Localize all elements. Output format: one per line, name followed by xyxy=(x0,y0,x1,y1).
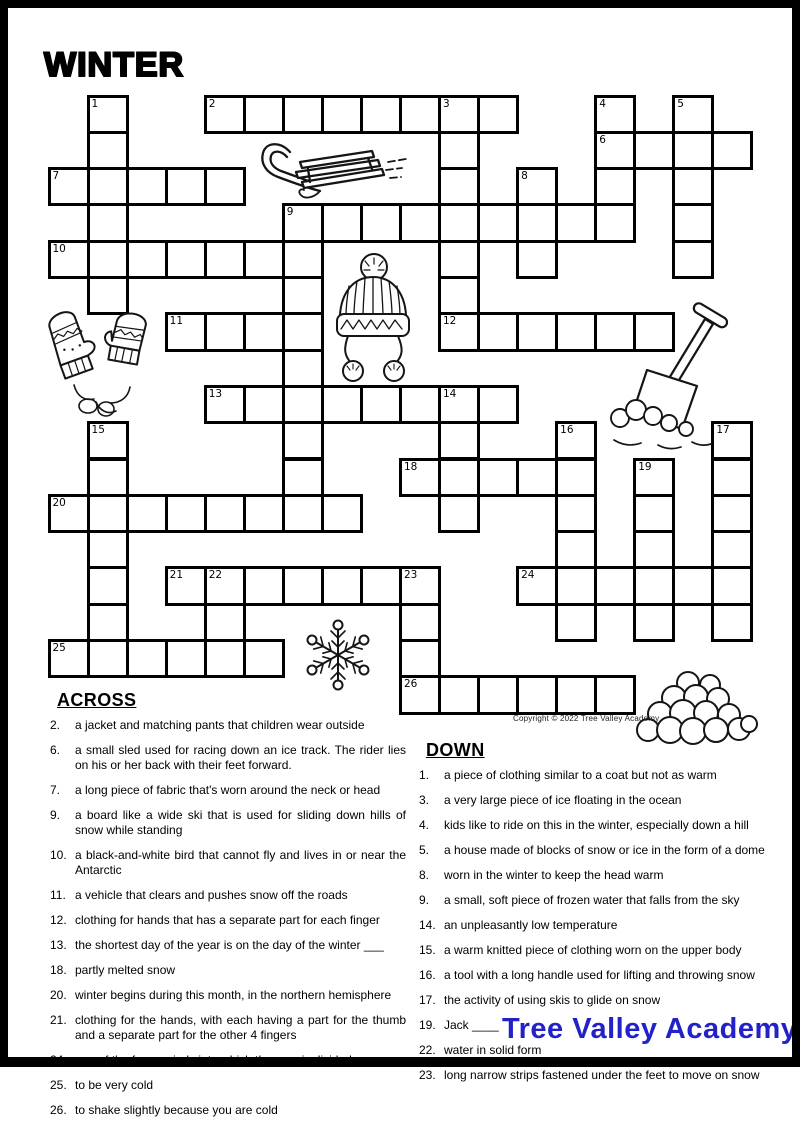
grid-cell[interactable] xyxy=(672,203,714,242)
grid-cell[interactable] xyxy=(477,95,519,134)
cell-number: 8 xyxy=(521,170,528,183)
clue-number: 19. xyxy=(419,1018,436,1032)
grid-cell[interactable] xyxy=(282,349,324,388)
grid-cell[interactable] xyxy=(165,167,207,206)
grid-cell[interactable] xyxy=(321,385,363,424)
cell-number: 6 xyxy=(599,133,606,146)
across-clue xyxy=(50,783,406,798)
grid-cell[interactable] xyxy=(165,566,207,605)
grid-cell[interactable] xyxy=(282,312,324,351)
grid-cell[interactable] xyxy=(438,494,480,533)
grid-cell[interactable] xyxy=(438,131,480,170)
clue-number: 21. xyxy=(50,1013,67,1027)
clue-text: an unpleasantly low temperature xyxy=(444,918,618,932)
page-title: WINTER xyxy=(44,46,185,84)
clue-text: Jack ____ xyxy=(444,1018,499,1032)
grid-cell[interactable] xyxy=(516,458,558,497)
cell-number: 20 xyxy=(52,496,66,509)
clue-number: 24. xyxy=(50,1053,67,1067)
grid-cell[interactable] xyxy=(87,95,129,134)
down-clue xyxy=(419,843,775,858)
grid-cell[interactable] xyxy=(282,421,324,460)
grid-cell[interactable] xyxy=(633,530,675,569)
grid-cell[interactable] xyxy=(126,240,168,279)
across-heading: ACROSS xyxy=(57,690,137,710)
grid-cell[interactable] xyxy=(360,566,402,605)
cell-number: 9 xyxy=(286,206,294,219)
grid-cell[interactable] xyxy=(282,385,324,424)
cell-number: 14 xyxy=(443,387,457,400)
clue-text: the activity of using skis to glide on snow xyxy=(444,993,661,1007)
grid-cell[interactable] xyxy=(477,385,519,424)
clue-text: a long piece of fabric that's worn around the neck or head xyxy=(75,783,381,797)
grid-cell[interactable] xyxy=(243,95,285,134)
clue-number: 9. xyxy=(50,808,61,822)
down-clue xyxy=(419,943,775,958)
cell-number: 3 xyxy=(443,97,450,110)
grid-cell[interactable] xyxy=(438,312,480,351)
clue-text: a small, soft piece of frozen water that falls from the sky xyxy=(444,893,740,907)
grid-cell[interactable] xyxy=(438,167,480,206)
across-clue xyxy=(50,963,406,978)
clue-text: kids like to ride on this in the winter, especially down a hill xyxy=(444,818,749,832)
grid-cell[interactable] xyxy=(399,603,441,642)
grid-cell[interactable] xyxy=(477,458,519,497)
across-clue xyxy=(50,1103,406,1118)
cell-number: 1 xyxy=(91,97,99,110)
grid-cell[interactable] xyxy=(165,240,207,279)
grid-cell[interactable] xyxy=(282,494,324,533)
clue-text: to be very cold xyxy=(75,1078,154,1092)
across-clue xyxy=(50,1053,406,1068)
grid-cell[interactable] xyxy=(555,603,597,642)
grid-cell[interactable] xyxy=(399,385,441,424)
clue-text: a black-and-white bird that cannot fly and lives in or near the Antarctic xyxy=(75,848,406,877)
grid-cell[interactable] xyxy=(282,203,324,242)
across-clue xyxy=(50,848,406,878)
grid-cell[interactable] xyxy=(711,494,753,533)
clue-text: a warm knitted piece of clothing worn on the upper body xyxy=(444,943,742,957)
grid-cell[interactable] xyxy=(48,240,90,279)
grid-cell[interactable] xyxy=(321,494,363,533)
clue-number: 15. xyxy=(419,943,436,957)
grid-cell[interactable] xyxy=(204,639,246,678)
grid-cell[interactable] xyxy=(87,603,129,642)
cell-number: 24 xyxy=(521,569,535,582)
grid-cell[interactable] xyxy=(243,494,285,533)
grid-cell[interactable] xyxy=(399,566,441,605)
grid-cell[interactable] xyxy=(360,95,402,134)
grid-cell[interactable] xyxy=(555,494,597,533)
clue-number: 10. xyxy=(50,848,67,862)
grid-cell[interactable] xyxy=(321,566,363,605)
winter-hat-icon xyxy=(327,250,419,388)
clue-text: clothing for hands that has a separate part for each finger xyxy=(75,913,380,927)
grid-cell[interactable] xyxy=(516,675,558,714)
clue-number: 23. xyxy=(419,1068,436,1082)
clue-number: 9. xyxy=(419,893,430,907)
grid-cell[interactable] xyxy=(555,530,597,569)
grid-cell[interactable] xyxy=(243,385,285,424)
grid-cell[interactable] xyxy=(282,276,324,315)
grid-cell[interactable] xyxy=(360,385,402,424)
cell-number: 22 xyxy=(208,569,223,582)
grid-cell[interactable] xyxy=(555,312,597,351)
cell-number: 15 xyxy=(91,424,105,437)
grid-cell[interactable] xyxy=(594,95,636,134)
grid-cell[interactable] xyxy=(204,312,246,351)
grid-cell[interactable] xyxy=(87,639,129,678)
clue-text: a jacket and matching pants that children wear outside xyxy=(75,718,365,732)
clue-text: a small sled used for racing down an ice track. The rider lies on his or her back with their feet forward. xyxy=(75,743,406,772)
grid-cell[interactable] xyxy=(438,458,480,497)
clue-text: to shake slightly because you are cold xyxy=(75,1103,278,1117)
across-clue xyxy=(50,888,406,903)
grid-cell[interactable] xyxy=(594,203,636,242)
grid-cell[interactable] xyxy=(438,240,480,279)
down-clue xyxy=(419,993,775,1008)
cell-number: 16 xyxy=(560,424,574,437)
cell-number: 13 xyxy=(208,387,223,400)
grid-cell[interactable] xyxy=(360,203,402,242)
grid-cell[interactable] xyxy=(555,421,597,460)
clue-number: 5. xyxy=(419,843,430,857)
brand-logo-text: Tree Valley Academy xyxy=(502,1013,798,1045)
grid-cell[interactable] xyxy=(399,203,441,242)
clue-number: 18. xyxy=(50,963,67,977)
grid-cell[interactable] xyxy=(672,167,714,206)
grid-cell[interactable] xyxy=(399,458,441,497)
grid-cell[interactable] xyxy=(633,131,675,170)
cell-number: 26 xyxy=(403,678,418,691)
clue-text: a very large piece of ice floating in the ocean xyxy=(444,793,682,807)
clue-text: a house made of blocks of snow or ice in the form of a dome xyxy=(444,843,765,857)
grid-cell[interactable] xyxy=(516,203,558,242)
grid-cell[interactable] xyxy=(204,494,246,533)
clue-number: 13. xyxy=(50,938,67,952)
clue-text: winter begins during this month, in the northern hemisphere xyxy=(75,988,392,1002)
grid-cell[interactable] xyxy=(711,566,753,605)
grid-cell[interactable] xyxy=(594,675,636,714)
clue-number: 4. xyxy=(419,818,430,832)
grid-cell[interactable] xyxy=(633,494,675,533)
grid-cell[interactable] xyxy=(126,639,168,678)
clue-number: 12. xyxy=(50,913,67,927)
clue-text: partly melted snow xyxy=(75,963,176,977)
grid-cell[interactable] xyxy=(87,494,129,533)
clue-number: 6. xyxy=(50,743,61,757)
sled-icon xyxy=(256,136,412,202)
grid-cell[interactable] xyxy=(516,167,558,206)
grid-cell[interactable] xyxy=(87,203,129,242)
grid-cell[interactable] xyxy=(438,203,480,242)
clue-text: one of the four periods into which the year is divided xyxy=(75,1053,352,1067)
snowflake-icon xyxy=(298,616,378,694)
grid-cell[interactable] xyxy=(48,639,90,678)
cell-number: 23 xyxy=(403,569,418,582)
grid-cell[interactable] xyxy=(87,566,129,605)
across-section xyxy=(50,690,406,1128)
grid-cell[interactable] xyxy=(399,95,441,134)
clue-number: 16. xyxy=(419,968,436,982)
clue-number: 1. xyxy=(419,768,430,782)
grid-cell[interactable] xyxy=(87,240,129,279)
down-clue xyxy=(419,768,775,783)
grid-cell[interactable] xyxy=(48,494,90,533)
grid-cell[interactable] xyxy=(477,203,519,242)
across-clue xyxy=(50,743,406,773)
clue-text: long narrow strips fastened under the feet to move on snow xyxy=(444,1068,760,1082)
grid-cell[interactable] xyxy=(204,385,246,424)
cell-number: 18 xyxy=(403,460,418,473)
grid-cell[interactable] xyxy=(711,458,753,497)
grid-cell[interactable] xyxy=(126,494,168,533)
grid-cell[interactable] xyxy=(438,95,480,134)
clue-text: a tool with a long handle used for lifting and throwing snow xyxy=(444,968,755,982)
down-clue xyxy=(419,868,775,883)
grid-cell[interactable] xyxy=(516,240,558,279)
grid-cell[interactable] xyxy=(204,603,246,642)
cell-number: 19 xyxy=(638,460,652,473)
grid-cell[interactable] xyxy=(672,95,714,134)
across-clue xyxy=(50,988,406,1003)
grid-cell[interactable] xyxy=(672,131,714,170)
grid-cell[interactable] xyxy=(555,203,597,242)
grid-cell[interactable] xyxy=(633,566,675,605)
grid-cell[interactable] xyxy=(204,95,246,134)
grid-cell[interactable] xyxy=(282,95,324,134)
grid-cell[interactable] xyxy=(438,276,480,315)
cell-number: 12 xyxy=(443,315,457,328)
copyright-text: Copyright © 2022 Tree Valley Academy xyxy=(513,714,660,723)
grid-cell[interactable] xyxy=(282,566,324,605)
down-clue xyxy=(419,918,775,933)
grid-cell[interactable] xyxy=(87,167,129,206)
grid-cell[interactable] xyxy=(243,639,285,678)
grid-cell[interactable] xyxy=(711,131,753,170)
grid-cell[interactable] xyxy=(633,458,675,497)
grid-cell[interactable] xyxy=(282,458,324,497)
down-clue xyxy=(419,968,775,983)
clue-number: 11. xyxy=(50,888,66,902)
across-clue xyxy=(50,913,406,928)
grid-cell[interactable] xyxy=(477,312,519,351)
grid-cell[interactable] xyxy=(399,639,441,678)
grid-cell[interactable] xyxy=(438,385,480,424)
clue-text: the shortest day of the year is on the day of the winter ___ xyxy=(75,938,384,952)
clue-text: a piece of clothing similar to a coat but not as warm xyxy=(444,768,717,782)
cell-number: 21 xyxy=(169,569,184,582)
grid-cell[interactable] xyxy=(594,566,636,605)
clue-text: water in solid form xyxy=(444,1043,542,1057)
clue-number: 2. xyxy=(50,718,61,732)
grid-cell[interactable] xyxy=(672,566,714,605)
clue-number: 26. xyxy=(50,1103,67,1117)
mittens-icon xyxy=(44,303,162,421)
grid-cell[interactable] xyxy=(711,530,753,569)
clue-text: worn in the winter to keep the head warm xyxy=(444,868,664,882)
grid-cell[interactable] xyxy=(594,167,636,206)
grid-cell[interactable] xyxy=(711,603,753,642)
cell-number: 7 xyxy=(52,170,60,183)
grid-cell[interactable] xyxy=(204,240,246,279)
clue-number: 22. xyxy=(419,1043,436,1057)
clue-number: 14. xyxy=(419,918,436,932)
grid-cell[interactable] xyxy=(555,566,597,605)
cell-number: 5 xyxy=(677,97,684,110)
down-clue xyxy=(419,793,775,808)
cell-number: 10 xyxy=(52,242,66,255)
cell-number: 11 xyxy=(169,315,184,328)
cell-number: 2 xyxy=(208,97,216,110)
grid-cell[interactable] xyxy=(594,131,636,170)
across-clue-list xyxy=(50,718,406,1118)
cell-number: 4 xyxy=(599,97,606,110)
grid-cell[interactable] xyxy=(516,566,558,605)
grid-cell[interactable] xyxy=(243,312,285,351)
grid-cell[interactable] xyxy=(165,639,207,678)
grid-cell[interactable] xyxy=(87,530,129,569)
down-heading: DOWN xyxy=(426,740,485,760)
grid-cell[interactable] xyxy=(243,240,285,279)
grid-cell[interactable] xyxy=(204,566,246,605)
clue-number: 8. xyxy=(419,868,430,882)
cell-number: 17 xyxy=(716,424,730,437)
grid-cell[interactable] xyxy=(672,240,714,279)
grid-cell[interactable] xyxy=(321,95,363,134)
across-clue xyxy=(50,938,406,953)
grid-cell[interactable] xyxy=(165,494,207,533)
snow-shovel-icon xyxy=(606,302,734,454)
grid-cell[interactable] xyxy=(243,566,285,605)
across-clue xyxy=(50,1013,406,1043)
grid-cell[interactable] xyxy=(165,312,207,351)
across-clue xyxy=(50,718,406,733)
grid-cell[interactable] xyxy=(87,458,129,497)
grid-cell[interactable] xyxy=(282,240,324,279)
grid-cell[interactable] xyxy=(555,675,597,714)
grid-cell[interactable] xyxy=(48,167,90,206)
grid-cell[interactable] xyxy=(555,458,597,497)
grid-cell[interactable] xyxy=(204,167,246,206)
across-clue xyxy=(50,808,406,838)
cell-number: 25 xyxy=(52,642,66,654)
clue-number: 3. xyxy=(419,793,430,807)
clue-number: 7. xyxy=(50,783,61,797)
grid-cell[interactable] xyxy=(126,167,168,206)
clue-text: a board like a wide ski that is used for sliding down hills of snow while standing xyxy=(75,808,406,837)
grid-cell[interactable] xyxy=(87,131,129,170)
clue-text: a vehicle that clears and pushes snow off the roads xyxy=(75,888,348,902)
grid-cell[interactable] xyxy=(87,421,129,460)
across-clue xyxy=(50,1078,406,1093)
down-clue xyxy=(419,818,775,833)
clue-number: 25. xyxy=(50,1078,67,1092)
grid-cell[interactable] xyxy=(438,675,480,714)
grid-cell[interactable] xyxy=(477,675,519,714)
down-clue xyxy=(419,1068,775,1083)
grid-cell[interactable] xyxy=(321,203,363,242)
clue-number: 20. xyxy=(50,988,67,1002)
clue-number: 17. xyxy=(419,993,436,1007)
down-clue xyxy=(419,893,775,908)
grid-cell[interactable] xyxy=(633,603,675,642)
snowball-pile-icon xyxy=(636,668,758,744)
grid-cell[interactable] xyxy=(438,421,480,460)
grid-cell[interactable] xyxy=(516,312,558,351)
clue-text: clothing for the hands, with each having a part for the thumb and a separate part for the other 4 fingers xyxy=(75,1013,406,1042)
